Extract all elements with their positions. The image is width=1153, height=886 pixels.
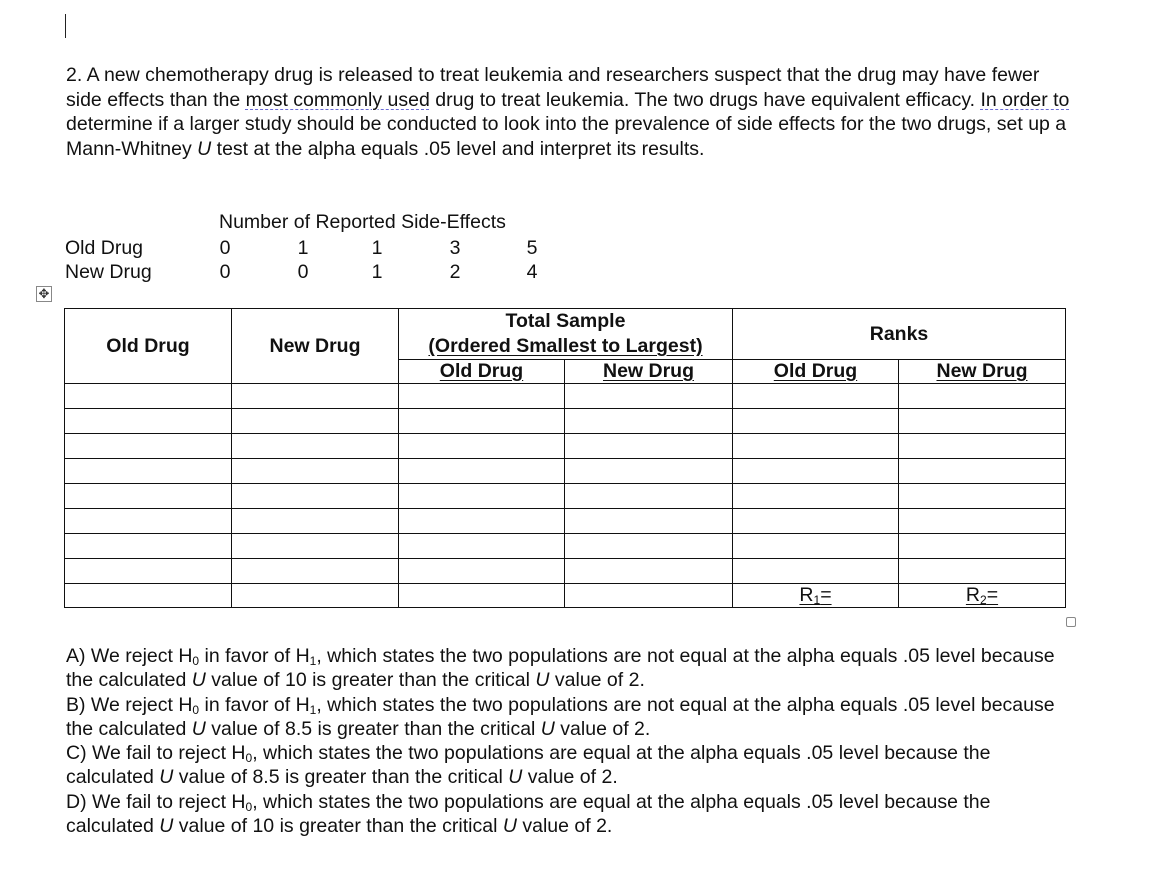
- table-row: [65, 559, 1066, 584]
- table-cell[interactable]: [565, 484, 733, 509]
- subheader-total-new-drug: New Drug: [565, 360, 733, 384]
- data-value: 0: [297, 261, 309, 283]
- table-cell[interactable]: [399, 484, 565, 509]
- data-value: 5: [526, 237, 538, 259]
- table-cell[interactable]: [565, 459, 733, 484]
- data-value: 1: [297, 237, 309, 259]
- table-cell[interactable]: [565, 584, 733, 608]
- subheader-rank-old-drug: Old Drug: [733, 360, 899, 384]
- table-cell[interactable]: [733, 459, 899, 484]
- table-cell[interactable]: [565, 509, 733, 534]
- table-cell[interactable]: [899, 459, 1066, 484]
- rank-sum-row: [65, 584, 1066, 608]
- table-cell[interactable]: [399, 509, 565, 534]
- data-table-title: Number of Reported Side-Effects: [219, 211, 506, 233]
- data-value: 3: [449, 237, 461, 259]
- data-value: 4: [526, 261, 538, 283]
- table-row: [65, 434, 1066, 459]
- table-cell[interactable]: [232, 534, 399, 559]
- data-value: 0: [219, 261, 231, 283]
- table-cell[interactable]: [65, 409, 232, 434]
- table-cell[interactable]: [65, 509, 232, 534]
- spellcheck-underline: most commonly used: [245, 88, 430, 111]
- table-cell[interactable]: [232, 509, 399, 534]
- subheader-total-old-drug: Old Drug: [399, 360, 565, 384]
- table-row: [65, 509, 1066, 534]
- table-cell[interactable]: [232, 384, 399, 409]
- mann-whitney-work-table: [64, 308, 1066, 608]
- text-cursor: [65, 14, 66, 38]
- answer-choices: [66, 644, 1076, 838]
- data-value: 0: [219, 237, 231, 259]
- header-old-drug: Old Drug: [65, 309, 232, 384]
- table-cell[interactable]: [232, 459, 399, 484]
- table-cell[interactable]: [399, 559, 565, 584]
- table-cell[interactable]: [65, 584, 232, 608]
- subheader-rank-new-drug: New Drug: [899, 360, 1066, 384]
- data-value: 1: [371, 237, 383, 259]
- table-row: [65, 484, 1066, 509]
- table-cell[interactable]: [733, 384, 899, 409]
- table-row: [65, 459, 1066, 484]
- table-cell[interactable]: [232, 559, 399, 584]
- table-cell[interactable]: [65, 534, 232, 559]
- header-new-drug: New Drug: [232, 309, 399, 384]
- table-cell[interactable]: [399, 534, 565, 559]
- table-cell[interactable]: [565, 384, 733, 409]
- table-cell[interactable]: [399, 384, 565, 409]
- table-cell[interactable]: [733, 509, 899, 534]
- table-row: [65, 534, 1066, 559]
- table-cell[interactable]: [232, 584, 399, 608]
- table-cell[interactable]: [899, 384, 1066, 409]
- data-value: 2: [449, 261, 461, 283]
- table-cell[interactable]: [733, 534, 899, 559]
- table-cell[interactable]: [399, 434, 565, 459]
- question-text: 2. A new chemotherapy drug is released to treat leukemia and researchers suspect that the drug may have fewer side effects than the most commonly used drug to treat leukemia. The two drugs have equivalent efficacy. In order to determine if a larger study should be conducted to look into the prevalence of side effects for the two drugs, set up a Mann-Whitney U test at the alpha equals .05 level and interpret its results.: [66, 64, 1070, 160]
- table-cell[interactable]: [232, 409, 399, 434]
- spellcheck-underline: In order to: [980, 88, 1070, 111]
- table-cell[interactable]: [899, 484, 1066, 509]
- table-cell[interactable]: [399, 409, 565, 434]
- answer-choice-b[interactable]: B) We reject $H_0$ in favor of $H_1$, which states the two populations are not equal at the alpha equals .05 level because the calculated U value of 8.5 is greater than the critical U value of 2.: [66, 693, 1055, 740]
- r2-sum-cell[interactable]: $R_2=$: [899, 584, 1066, 608]
- answer-choice-c[interactable]: C) We fail to reject $H_0$, which states the two populations are equal at the alpha equals .05 level because the calculated U value of 8.5 is greater than the critical U value of 2.: [66, 742, 991, 789]
- table-cell[interactable]: [733, 484, 899, 509]
- header-total-sample: Total Sample (Ordered Smallest to Largest): [399, 309, 733, 360]
- table-cell[interactable]: [65, 434, 232, 459]
- table-cell[interactable]: [399, 584, 565, 608]
- table-cell[interactable]: [733, 434, 899, 459]
- table-cell[interactable]: [65, 384, 232, 409]
- table-cell[interactable]: [899, 434, 1066, 459]
- table-cell[interactable]: [565, 534, 733, 559]
- table-cell[interactable]: [232, 484, 399, 509]
- table-cell[interactable]: [899, 409, 1066, 434]
- header-ranks: Ranks: [733, 309, 1066, 360]
- answer-choice-d[interactable]: D) We fail to reject $H_0$, which states the two populations are equal at the alpha equals .05 level because the calculated U value of 10 is greater than the critical U value of 2.: [66, 790, 991, 838]
- table-cell[interactable]: [899, 509, 1066, 534]
- table-cell[interactable]: [733, 559, 899, 584]
- table-resize-handle-icon[interactable]: [1066, 617, 1076, 627]
- r1-sum-cell[interactable]: $R_1=$: [733, 584, 899, 608]
- table-cell[interactable]: [65, 459, 232, 484]
- table-move-handle-icon[interactable]: ✥: [36, 286, 52, 302]
- answer-choice-a[interactable]: A) We reject $H_0$ in favor of $H_1$, which states the two populations are not equal at the alpha equals .05 level because the calculated U value of 10 is greater than the critical U value of 2.: [66, 645, 1055, 692]
- table-cell[interactable]: [565, 434, 733, 459]
- table-row: [65, 384, 1066, 409]
- data-value: 1: [371, 261, 383, 283]
- row-label: New Drug: [65, 261, 152, 283]
- table-cell[interactable]: [899, 534, 1066, 559]
- table-cell[interactable]: [232, 434, 399, 459]
- table-cell[interactable]: [399, 459, 565, 484]
- table-cell[interactable]: [565, 409, 733, 434]
- table-cell[interactable]: [565, 559, 733, 584]
- row-label: Old Drug: [65, 237, 144, 259]
- table-cell[interactable]: [65, 484, 232, 509]
- table-row: [65, 409, 1066, 434]
- table-cell[interactable]: [65, 559, 232, 584]
- table-cell[interactable]: [899, 559, 1066, 584]
- table-cell[interactable]: [733, 409, 899, 434]
